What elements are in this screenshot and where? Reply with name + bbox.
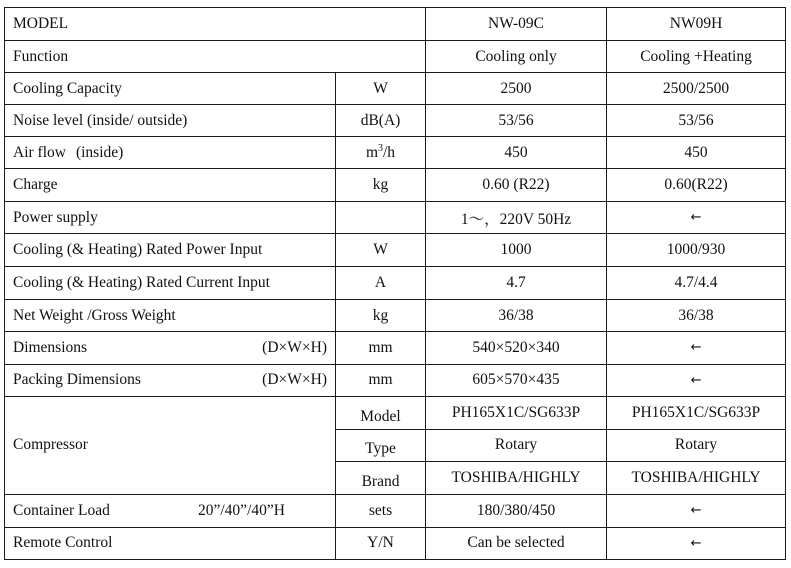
charge-a: 0.60 (R22) (426, 169, 607, 202)
row-model (5, 8, 786, 41)
dimensions-unit: mm (336, 332, 426, 364)
noise-b: 53/56 (607, 105, 786, 137)
power-supply-b-arrow-icon: ← (607, 202, 786, 234)
function-b: Cooling +Heating (607, 41, 786, 73)
rated-power-b: 1000/930 (607, 234, 786, 267)
noise-a: 53/56 (426, 105, 607, 137)
row-weight (5, 300, 786, 332)
dimensions-label: Dimensions (13, 338, 88, 356)
airflow-unit (336, 137, 426, 169)
row-airflow (5, 137, 786, 169)
container-load-qualifier: 20”/40”/40”H (198, 501, 285, 519)
packing-dimensions-label-cell (5, 364, 336, 396)
remote-control-label: Remote Control (5, 527, 336, 559)
charge-b: 0.60(R22) (607, 169, 786, 202)
compressor-model-label: Model (336, 396, 426, 429)
row-compressor-model (5, 396, 786, 429)
dimensions-label-cell (5, 332, 336, 364)
weight-label: Net Weight /Gross Weight (5, 300, 336, 332)
airflow-unit-exp: 3 (378, 142, 383, 154)
packing-dimensions-unit: mm (336, 364, 426, 396)
remote-control-unit: Y/N (336, 527, 426, 559)
row-rated-power (5, 234, 786, 267)
container-load-b-arrow-icon: ← (607, 494, 786, 527)
cooling-capacity-b: 2500/2500 (607, 73, 786, 105)
airflow-a: 450 (426, 137, 607, 169)
weight-b: 36/38 (607, 300, 786, 332)
compressor-brand-label: Brand (336, 461, 426, 494)
row-rated-current (5, 267, 786, 300)
dimensions-b-arrow-icon: ← (607, 332, 786, 364)
airflow-label-qualifier: (inside) (75, 143, 124, 161)
remote-control-b-arrow-icon: ← (607, 527, 786, 559)
row-noise (5, 105, 786, 137)
weight-unit: kg (336, 300, 426, 332)
rated-current-unit: A (336, 267, 426, 300)
charge-unit: kg (336, 169, 426, 202)
dimensions-qualifier: (D×W×H) (262, 338, 327, 356)
rated-power-a: 1000 (426, 234, 607, 267)
cooling-capacity-unit: W (336, 73, 426, 105)
row-cooling-capacity (5, 73, 786, 105)
dimensions-a: 540×520×340 (426, 332, 607, 364)
cooling-capacity-a: 2500 (426, 73, 607, 105)
compressor-type-a: Rotary (426, 429, 607, 461)
airflow-label-main: Air flow (13, 143, 66, 161)
spec-table (4, 7, 786, 560)
rated-power-label: Cooling (& Heating) Rated Power Input (5, 234, 336, 267)
airflow-unit-base: m (365, 143, 378, 161)
row-packing-dimensions (5, 364, 786, 396)
power-supply-unit (336, 202, 426, 234)
function-a: Cooling only (426, 41, 607, 73)
row-dimensions (5, 332, 786, 364)
rated-current-a: 4.7 (426, 267, 607, 300)
model-a-name: NW-09C (426, 8, 607, 41)
rated-current-label: Cooling (& Heating) Rated Current Input (5, 267, 336, 300)
rated-current-b: 4.7/4.4 (607, 267, 786, 300)
container-load-a: 180/380/450 (426, 494, 607, 527)
row-function (5, 41, 786, 73)
airflow-label (5, 137, 336, 169)
airflow-unit-rest: /h (383, 143, 396, 161)
compressor-brand-b: TOSHIBA/HIGHLY (607, 461, 786, 494)
airflow-b: 450 (607, 137, 786, 169)
function-label: Function (5, 41, 426, 73)
packing-dimensions-b-arrow-icon: ← (607, 364, 786, 396)
compressor-brand-a: TOSHIBA/HIGHLY (426, 461, 607, 494)
row-container-load (5, 494, 786, 527)
model-b-name: NW09H (607, 8, 786, 41)
model-label: MODEL (5, 8, 426, 41)
container-load-unit: sets (336, 494, 426, 527)
noise-unit: dB(A) (336, 105, 426, 137)
row-charge (5, 169, 786, 202)
rated-power-unit: W (336, 234, 426, 267)
compressor-label: Compressor (5, 396, 336, 494)
packing-dimensions-qualifier: (D×W×H) (262, 371, 327, 389)
packing-dimensions-label: Packing Dimensions (13, 371, 141, 389)
compressor-type-label: Type (336, 429, 426, 461)
compressor-model-b: PH165X1C/SG633P (607, 396, 786, 429)
container-load-label-cell (5, 494, 336, 527)
charge-label: Charge (5, 169, 336, 202)
compressor-model-a: PH165X1C/SG633P (426, 396, 607, 429)
noise-label: Noise level (inside/ outside) (5, 105, 336, 137)
cooling-capacity-label: Cooling Capacity (5, 73, 336, 105)
weight-a: 36/38 (426, 300, 607, 332)
row-remote-control (5, 527, 786, 559)
packing-dimensions-a: 605×570×435 (426, 364, 607, 396)
row-power-supply (5, 202, 786, 234)
remote-control-a: Can be selected (426, 527, 607, 559)
compressor-type-b: Rotary (607, 429, 786, 461)
container-load-label: Container Load (13, 501, 110, 519)
power-supply-a: 1～，220V 50Hz (426, 202, 607, 234)
power-supply-label: Power supply (5, 202, 336, 234)
